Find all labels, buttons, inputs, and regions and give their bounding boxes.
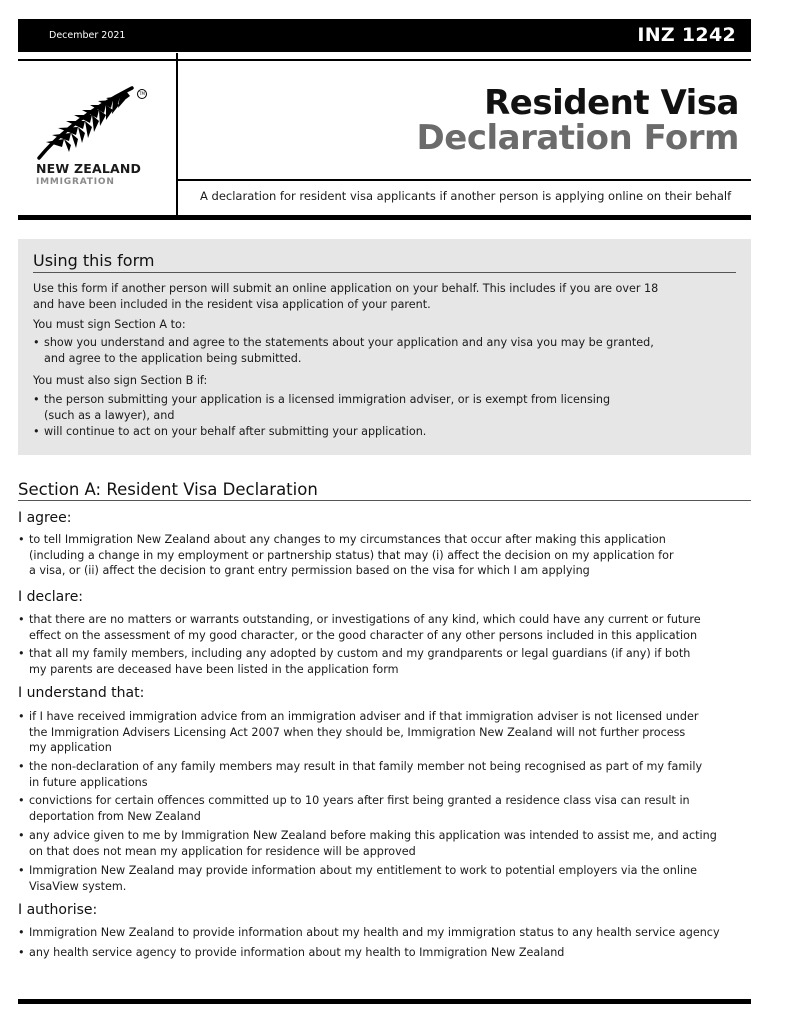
list-item xyxy=(33,335,654,366)
list-item xyxy=(18,925,720,941)
list-item xyxy=(18,532,674,579)
list-item xyxy=(33,392,610,423)
list-item-line: • will continue to act on your behalf after submitting your application. xyxy=(44,425,427,438)
list-item xyxy=(33,424,426,440)
authorise-heading: I authorise: xyxy=(18,902,98,918)
list-item-line: on that does not mean my application for residence will be approved xyxy=(29,844,416,858)
list-item xyxy=(18,863,697,894)
list-item-line: a visa, or (ii) affect the decision to grant entry permission based on the visa for which I am applying xyxy=(29,564,590,577)
declare-heading: I declare: xyxy=(18,589,84,605)
list-item xyxy=(18,945,564,961)
list-item-line: the Immigration Advisers Licensing Act 2007 when they should be, Immigration New Zealand will not further process xyxy=(29,725,686,739)
header-bottom-rule xyxy=(18,215,751,220)
header-bar xyxy=(18,19,751,52)
nz-immigration-logo xyxy=(36,86,156,190)
list-item-line: my parents are deceased have been listed in the application form xyxy=(29,662,399,676)
form-title-line2: Declaration Form xyxy=(416,118,739,158)
list-item-line: • any health service agency to provide information about my health to Immigration New Zealand xyxy=(29,946,565,959)
list-item-line: (such as a lawyer), and xyxy=(44,408,175,422)
info-paragraph-line: and have been included in the resident visa application of your parent. xyxy=(33,297,431,311)
list-item-line: and agree to the application being submitted. xyxy=(44,351,302,365)
header-top-rule xyxy=(18,59,751,61)
sign-section-b-text: You must also sign Section B if: xyxy=(33,374,208,387)
list-item-line: • if I have received immigration advice from an immigration adviser and if that immigration adviser is not licensed under xyxy=(29,710,699,723)
using-this-form-box xyxy=(18,239,751,455)
list-item xyxy=(18,759,702,790)
list-item-line: • the person submitting your application is a licensed immigration adviser, or is exempt from licensing xyxy=(44,393,611,406)
list-item-line: • any advice given to me by Immigration New Zealand before making this application was intended to assist me, and acting xyxy=(29,829,717,842)
section-a-rule xyxy=(18,500,751,501)
list-item-line: • that all my family members, including any adopted by custom and my grandparents or legal guardians (if any) if both xyxy=(29,647,691,660)
header-divider xyxy=(176,53,178,216)
form-title-line1: Resident Visa xyxy=(484,83,739,123)
list-item-line: • the non-declaration of any family members may result in that family member not being recognised as part of my family xyxy=(29,760,703,773)
section-a-title: Section A: Resident Visa Declaration xyxy=(18,480,318,499)
list-item xyxy=(18,828,717,859)
agree-heading: I agree: xyxy=(18,510,72,526)
list-item-line: effect on the assessment of my good character, or the good character of any other persons included in this application xyxy=(29,628,698,642)
list-item-line: (including a change in my employment or partnership status) that may (i) affect the decision on my application for xyxy=(29,548,674,562)
fern-icon xyxy=(36,86,136,161)
list-item-line: • that there are no matters or warrants outstanding, or investigations of any kind, which could have any current or future xyxy=(29,613,701,626)
using-this-form-rule xyxy=(33,272,736,273)
footer-rule xyxy=(18,999,751,1004)
list-item-line: my application xyxy=(29,741,112,754)
subtitle-top-rule xyxy=(176,179,751,181)
sign-section-a-text: You must sign Section A to: xyxy=(33,318,186,331)
form-code: INZ 1242 xyxy=(637,24,736,46)
list-item-line: • convictions for certain offences committed up to 10 years after first being granted a residence class visa can result in xyxy=(29,794,690,807)
list-item xyxy=(18,646,690,677)
list-item-line: VisaView system. xyxy=(29,879,127,893)
list-item xyxy=(18,709,698,756)
list-item-line: deportation from New Zealand xyxy=(29,809,201,823)
list-item-line: in future applications xyxy=(29,775,148,789)
form-date: December 2021 xyxy=(49,30,126,41)
list-item-line: • show you understand and agree to the statements about your application and any visa you may be granted, xyxy=(44,336,654,349)
form-subtitle: A declaration for resident visa applicants if another person is applying online on their behalf xyxy=(200,189,732,203)
list-item xyxy=(18,793,690,824)
list-item-line: • Immigration New Zealand to provide information about my health and my immigration status to any health service agency xyxy=(29,926,720,939)
info-paragraph-line: Use this form if another person will submit an online application on your behalf. This includes if you are over 18 xyxy=(33,282,659,295)
understand-heading: I understand that: xyxy=(18,685,145,701)
logo-line2: IMMIGRATION xyxy=(36,177,115,187)
logo-line1: NEW ZEALAND xyxy=(36,161,142,176)
info-paragraph xyxy=(33,281,658,312)
list-item-line: • Immigration New Zealand may provide information about my entitlement to work to potential employers via the online xyxy=(29,864,698,877)
list-item-line: • to tell Immigration New Zealand about any changes to my circumstances that occur after making this application xyxy=(29,533,666,546)
trademark-icon: TM xyxy=(137,89,147,99)
list-item xyxy=(18,612,701,643)
using-this-form-heading: Using this form xyxy=(33,251,155,270)
